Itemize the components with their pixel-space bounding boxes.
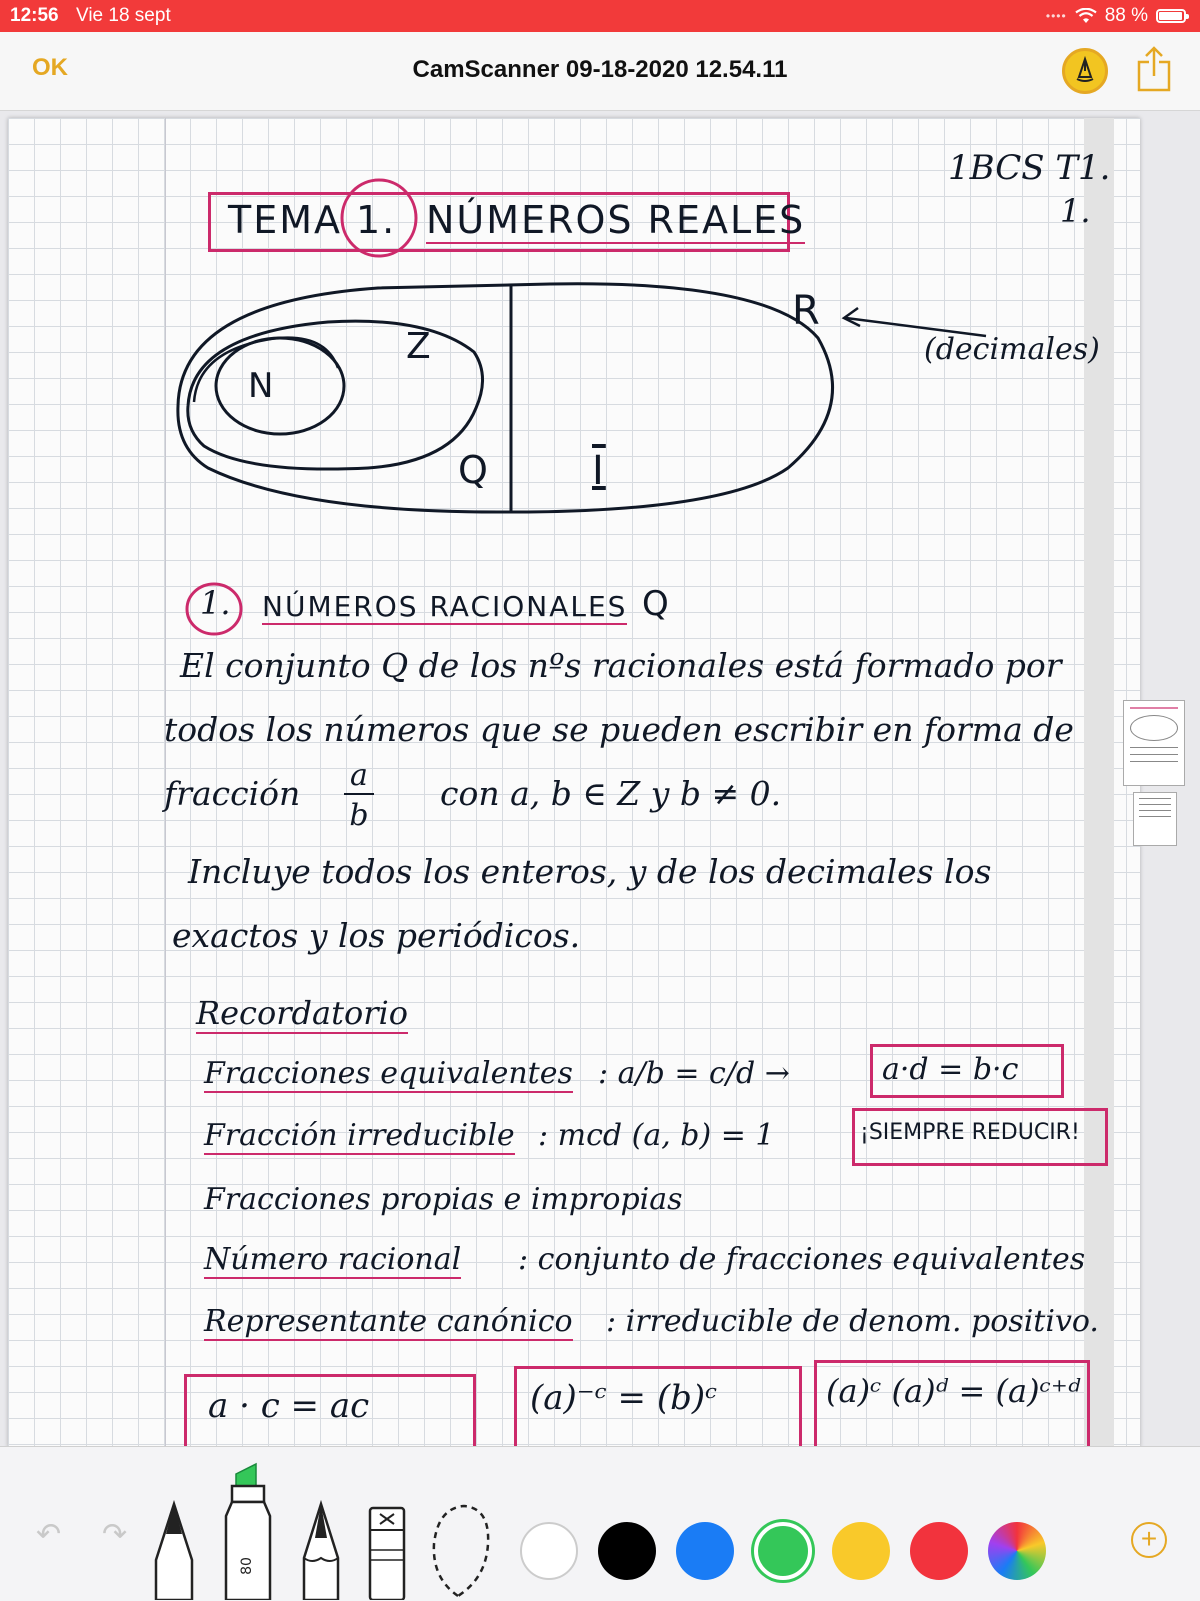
pen-tool-icon[interactable] — [146, 1500, 202, 1600]
thumbnail-page-1[interactable] — [1123, 700, 1185, 786]
paragraph-line-5: exactos y los periódicos. — [172, 916, 581, 955]
equivalent-fractions-equation: : a/b = c/d → — [598, 1056, 790, 1091]
heading-text: NÚMEROS REALES — [426, 198, 806, 242]
undo-icon[interactable]: ↶ — [36, 1518, 62, 1551]
color-white-swatch[interactable] — [520, 1522, 578, 1580]
lasso-tool-icon[interactable] — [428, 1500, 494, 1600]
battery-percent: 88 % — [1104, 5, 1148, 26]
page-number: 1. — [1060, 192, 1091, 230]
paragraph-line-1: El conjunto Q de los nºs racionales está formado por — [180, 646, 1062, 685]
equivalent-fractions-label: Fracciones equivalentes — [204, 1056, 573, 1091]
section-symbol: Q — [642, 584, 671, 624]
section-number: 1. — [200, 584, 231, 622]
page-thumbnails — [1123, 700, 1185, 850]
marker-tool-icon[interactable] — [220, 1462, 276, 1600]
status-bar — [0, 0, 1200, 32]
done-button[interactable]: OK — [32, 54, 68, 81]
status-right — [1046, 5, 1186, 27]
wifi-icon — [1075, 8, 1097, 24]
document-title: CamScanner 09-18-2020 12.54.11 — [412, 56, 788, 83]
canonical-representative-label: Representante canónico — [204, 1304, 573, 1339]
decimals-label: (decimales) — [924, 332, 1100, 367]
rational-number-definition: : conjunto de fracciones equivalentes — [518, 1242, 1086, 1277]
battery-icon — [1156, 9, 1186, 23]
set-z-label: Z — [406, 326, 433, 367]
corner-label: 1BCS T1. — [948, 148, 1111, 188]
paragraph-line-2: todos los números que se pueden escribir en forma de — [164, 710, 1074, 749]
irreducible-fraction-label: Fracción irreducible — [204, 1118, 515, 1153]
nav-bar — [0, 32, 1200, 111]
section-title: NÚMEROS RACIONALES — [262, 590, 628, 623]
color-yellow-swatch[interactable] — [832, 1522, 890, 1580]
scanned-page[interactable] — [8, 118, 1140, 1448]
color-blue-swatch[interactable] — [676, 1522, 734, 1580]
set-r-label: R — [792, 288, 822, 334]
rational-number-label: Número racional — [204, 1242, 462, 1277]
add-tool-icon[interactable]: + — [1131, 1522, 1167, 1558]
markup-pen-icon[interactable] — [1062, 48, 1108, 94]
eraser-tool-icon[interactable] — [362, 1500, 412, 1600]
canonical-representative-definition: : irreducible de denom. positivo. — [606, 1304, 1099, 1339]
set-i-label: I — [592, 448, 606, 494]
paragraph-line-3a: fracción — [164, 774, 301, 813]
set-n-label: N — [248, 366, 276, 406]
cross-product-text: a·d = b·c — [882, 1052, 1019, 1087]
color-picker-icon[interactable] — [988, 1522, 1046, 1580]
number-sets-diagram — [168, 278, 1068, 518]
thumbnail-page-2[interactable] — [1133, 792, 1177, 846]
page-edge — [1084, 118, 1114, 1448]
cellular-icon: •••• — [1045, 9, 1067, 23]
color-green-swatch[interactable] — [754, 1522, 812, 1580]
paragraph-line-4: Incluye todos los enteros, y de los decimales los — [188, 852, 992, 891]
negative-power-formula: (a)⁻ᶜ = (b)ᶜ — [530, 1378, 718, 1418]
power-product-formula: (a)ᶜ (a)ᵈ = (a)ᶜ⁺ᵈ — [826, 1372, 1081, 1410]
product-formula: a · c = ac — [208, 1386, 370, 1426]
always-reduce-text: ¡SIEMPRE REDUCIR! — [860, 1120, 1080, 1145]
fraction-denominator: b — [349, 798, 369, 833]
reminder-title: Recordatorio — [196, 994, 408, 1032]
proper-fractions-text: Fracciones propias e impropias — [204, 1182, 683, 1217]
paragraph-line-3b: con a, b ∈ Z y b ≠ 0. — [440, 774, 782, 813]
status-time: 12:56 — [10, 5, 59, 26]
irreducible-fraction-equation: : mcd (a, b) = 1 — [538, 1118, 775, 1153]
redo-icon[interactable]: ↷ — [102, 1518, 128, 1551]
heading-prefix: TEMA — [228, 198, 343, 242]
share-icon[interactable] — [1136, 46, 1172, 92]
fraction-numerator: a — [344, 758, 374, 795]
pencil-tool-icon[interactable] — [296, 1500, 346, 1600]
status-date: Vie 18 sept — [76, 5, 171, 26]
color-black-swatch[interactable] — [598, 1522, 656, 1580]
color-red-swatch[interactable] — [910, 1522, 968, 1580]
marker-size-label: 80 — [238, 1557, 255, 1575]
heading-number: 1. — [356, 198, 397, 242]
set-q-label: Q — [458, 448, 490, 492]
